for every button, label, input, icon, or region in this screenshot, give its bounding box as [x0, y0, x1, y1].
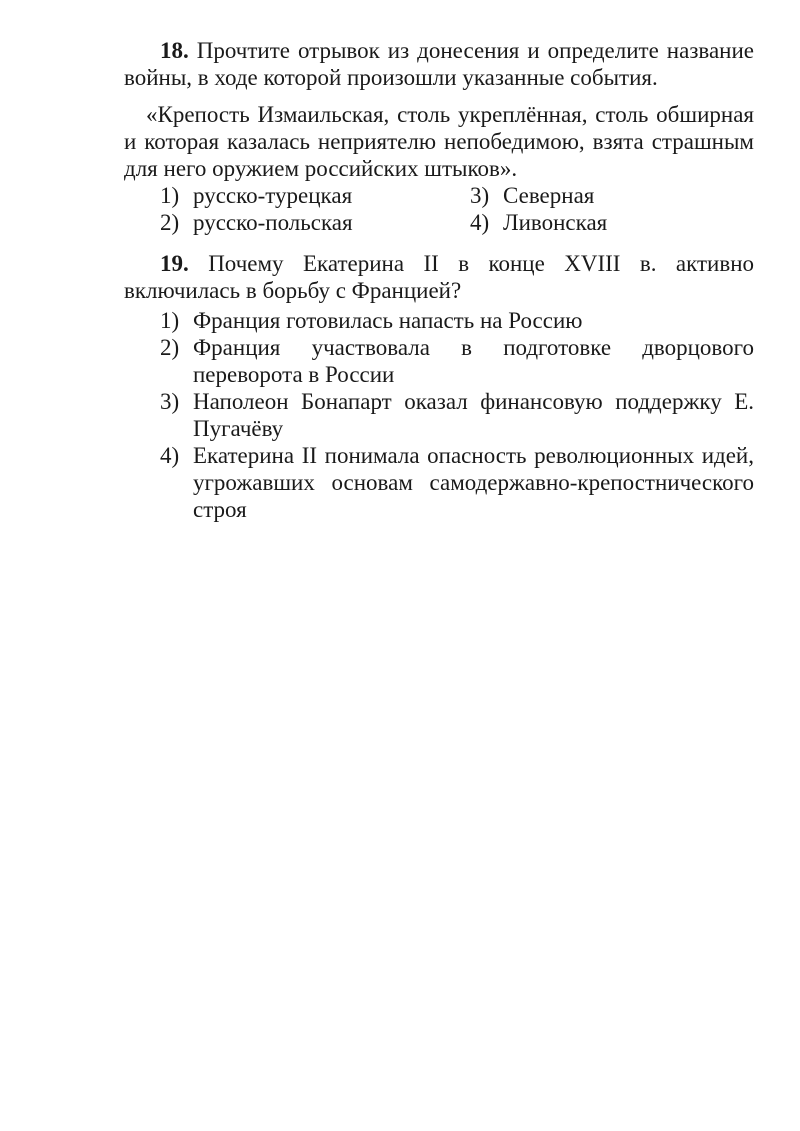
- option-number: 4): [470, 210, 490, 235]
- question-19: [124, 250, 754, 523]
- option-number: 3): [160, 389, 180, 414]
- option-text: Екатерина II понимала опасность революционных идей, угрожавших основам самодержавно-крепостнического строя: [193, 443, 754, 522]
- option-text: Ливонская: [503, 210, 608, 235]
- option-text: Наполеон Бонапарт оказал финансовую поддержку Е. Пугачёву: [193, 389, 754, 441]
- option-number: 4): [160, 443, 180, 468]
- answer-option: [160, 334, 754, 388]
- question-19-number: 19.: [160, 251, 189, 276]
- question-18-prompt: Прочтите отрывок из донесения и определите название войны, в ходе которой произошли указанные события.: [124, 38, 754, 90]
- option-number: 2): [160, 335, 180, 360]
- answer-option: [160, 442, 754, 523]
- page-content: [124, 37, 754, 523]
- option-text: Франция готовилась напасть на Россию: [193, 308, 583, 333]
- option-text: русско-польская: [193, 210, 353, 235]
- answer-option: [470, 209, 770, 236]
- answer-option: [160, 209, 470, 236]
- option-text: Северная: [503, 183, 595, 208]
- option-number: 1): [160, 308, 180, 333]
- question-19-prompt: Почему Екатерина II в конце XVIII в. активно включилась в борьбу с Францией?: [124, 251, 754, 303]
- option-number: 3): [470, 183, 490, 208]
- option-number: 2): [160, 210, 180, 235]
- question-18-stem: [124, 37, 754, 91]
- question-18-options: [160, 182, 754, 236]
- answer-option: [160, 182, 470, 209]
- question-19-options: [160, 307, 754, 523]
- question-19-stem: [124, 250, 754, 304]
- question-18-number: 18.: [160, 38, 189, 63]
- answer-option: [160, 388, 754, 442]
- answer-option: [160, 307, 754, 334]
- question-18: [124, 37, 754, 236]
- question-18-quote: «Крепость Измаильская, столь укреплённая, столь обширная и которая казалась неприятелю непобедимою, взята страшным для него оружием российских штыков».: [124, 102, 754, 181]
- option-number: 1): [160, 183, 180, 208]
- option-text: русско-турецкая: [193, 183, 353, 208]
- option-text: Франция участвовала в подготовке дворцового переворота в России: [193, 335, 754, 387]
- answer-option: [470, 182, 770, 209]
